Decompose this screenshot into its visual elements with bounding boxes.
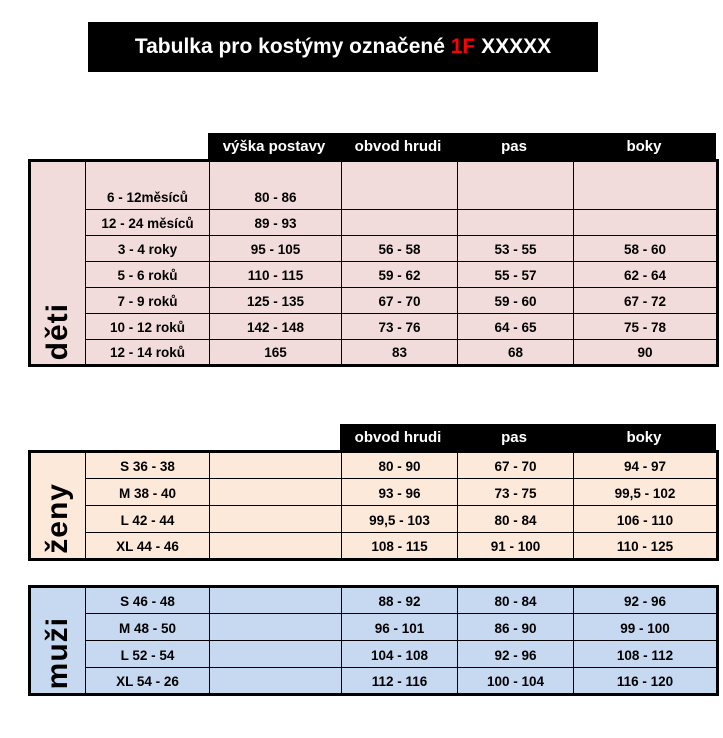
size-cell: 10 - 12 roků <box>86 314 210 340</box>
table-row <box>30 614 718 641</box>
value-cell <box>458 210 574 236</box>
value-cell <box>210 452 342 479</box>
size-cell: M 48 - 50 <box>86 614 210 641</box>
page-title <box>88 22 598 72</box>
table-row <box>30 506 718 533</box>
value-cell <box>342 161 458 210</box>
size-cell: 7 - 9 roků <box>86 288 210 314</box>
value-cell <box>210 479 342 506</box>
value-cell: 75 - 78 <box>574 314 718 340</box>
size-cell: 12 - 14 roků <box>86 340 210 366</box>
value-cell: 94 - 97 <box>574 452 718 479</box>
group-label-muzi <box>30 587 86 695</box>
value-cell: 96 - 101 <box>342 614 458 641</box>
value-cell: 99,5 - 102 <box>574 479 718 506</box>
children-size-table <box>28 159 719 367</box>
group-label-zeny <box>30 452 86 560</box>
table-row <box>30 288 718 314</box>
value-cell: 110 - 115 <box>210 262 342 288</box>
value-cell: 99,5 - 103 <box>342 506 458 533</box>
value-cell <box>342 210 458 236</box>
table-row <box>30 210 718 236</box>
children-table-header <box>208 133 716 159</box>
title-highlight: 1F <box>450 35 476 58</box>
value-cell: 89 - 93 <box>210 210 342 236</box>
value-cell <box>574 210 718 236</box>
column-header-obvod-hrudi: obvod hrudi <box>354 428 442 446</box>
value-cell: 59 - 60 <box>458 288 574 314</box>
group-label-text: muži <box>41 616 74 689</box>
value-cell: 142 - 148 <box>210 314 342 340</box>
value-cell: 92 - 96 <box>458 641 574 668</box>
value-cell: 73 - 75 <box>458 479 574 506</box>
table-row <box>30 533 718 560</box>
value-cell: 80 - 84 <box>458 506 574 533</box>
value-cell: 83 <box>342 340 458 366</box>
value-cell: 56 - 58 <box>342 236 458 262</box>
value-cell: 100 - 104 <box>458 668 574 695</box>
value-cell: 112 - 116 <box>342 668 458 695</box>
size-cell: 6 - 12měsíců <box>86 161 210 210</box>
value-cell: 99 - 100 <box>574 614 718 641</box>
table-row <box>30 641 718 668</box>
men-size-table <box>28 585 719 696</box>
table-row <box>30 479 718 506</box>
value-cell: 73 - 76 <box>342 314 458 340</box>
table-row <box>30 161 718 210</box>
column-header-výška-postavy: výška postavy <box>222 137 326 155</box>
size-cell: 3 - 4 roky <box>86 236 210 262</box>
value-cell: 92 - 96 <box>574 587 718 614</box>
size-cell: XL 54 - 26 <box>86 668 210 695</box>
table-row <box>30 236 718 262</box>
column-header-pas: pas <box>501 428 527 446</box>
size-cell: XL 44 - 46 <box>86 533 210 560</box>
value-cell: 62 - 64 <box>574 262 718 288</box>
size-cell: 12 - 24 měsíců <box>86 210 210 236</box>
value-cell: 53 - 55 <box>458 236 574 262</box>
title-suffix: XXXXX <box>481 35 552 58</box>
value-cell: 106 - 110 <box>574 506 718 533</box>
value-cell <box>210 668 342 695</box>
column-header-boky: boky <box>626 137 662 155</box>
table-row <box>30 452 718 479</box>
value-cell: 67 - 70 <box>342 288 458 314</box>
size-cell: L 42 - 44 <box>86 506 210 533</box>
group-label-text: děti <box>41 302 74 360</box>
value-cell: 59 - 62 <box>342 262 458 288</box>
value-cell: 165 <box>210 340 342 366</box>
table-row <box>30 668 718 695</box>
value-cell <box>210 506 342 533</box>
value-cell: 108 - 115 <box>342 533 458 560</box>
value-cell: 67 - 72 <box>574 288 718 314</box>
value-cell: 116 - 120 <box>574 668 718 695</box>
size-cell: L 52 - 54 <box>86 641 210 668</box>
value-cell: 80 - 86 <box>210 161 342 210</box>
value-cell: 88 - 92 <box>342 587 458 614</box>
size-cell: S 36 - 38 <box>86 452 210 479</box>
size-cell: 5 - 6 roků <box>86 262 210 288</box>
value-cell: 108 - 112 <box>574 641 718 668</box>
table-row <box>30 262 718 288</box>
value-cell <box>210 533 342 560</box>
size-cell: S 46 - 48 <box>86 587 210 614</box>
value-cell: 68 <box>458 340 574 366</box>
group-label-text: ženy <box>41 483 74 554</box>
value-cell: 90 <box>574 340 718 366</box>
value-cell: 125 - 135 <box>210 288 342 314</box>
women-size-table <box>28 450 719 561</box>
value-cell <box>210 641 342 668</box>
column-header-pas: pas <box>501 137 527 155</box>
table-row <box>30 587 718 614</box>
column-header-boky: boky <box>626 428 662 446</box>
table-row <box>30 340 718 366</box>
value-cell: 67 - 70 <box>458 452 574 479</box>
title-text: Tabulka pro kostýmy označené <box>134 35 445 58</box>
value-cell <box>574 161 718 210</box>
value-cell <box>210 587 342 614</box>
size-cell: M 38 - 40 <box>86 479 210 506</box>
value-cell: 104 - 108 <box>342 641 458 668</box>
table-row <box>30 314 718 340</box>
value-cell: 95 - 105 <box>210 236 342 262</box>
value-cell: 86 - 90 <box>458 614 574 641</box>
value-cell: 55 - 57 <box>458 262 574 288</box>
value-cell: 91 - 100 <box>458 533 574 560</box>
women-table-header <box>340 424 716 450</box>
value-cell: 80 - 84 <box>458 587 574 614</box>
value-cell: 110 - 125 <box>574 533 718 560</box>
column-header-obvod-hrudi: obvod hrudi <box>354 137 442 155</box>
value-cell: 58 - 60 <box>574 236 718 262</box>
value-cell <box>458 161 574 210</box>
value-cell: 80 - 90 <box>342 452 458 479</box>
group-label-deti <box>30 161 86 366</box>
value-cell: 93 - 96 <box>342 479 458 506</box>
value-cell <box>210 614 342 641</box>
value-cell: 64 - 65 <box>458 314 574 340</box>
